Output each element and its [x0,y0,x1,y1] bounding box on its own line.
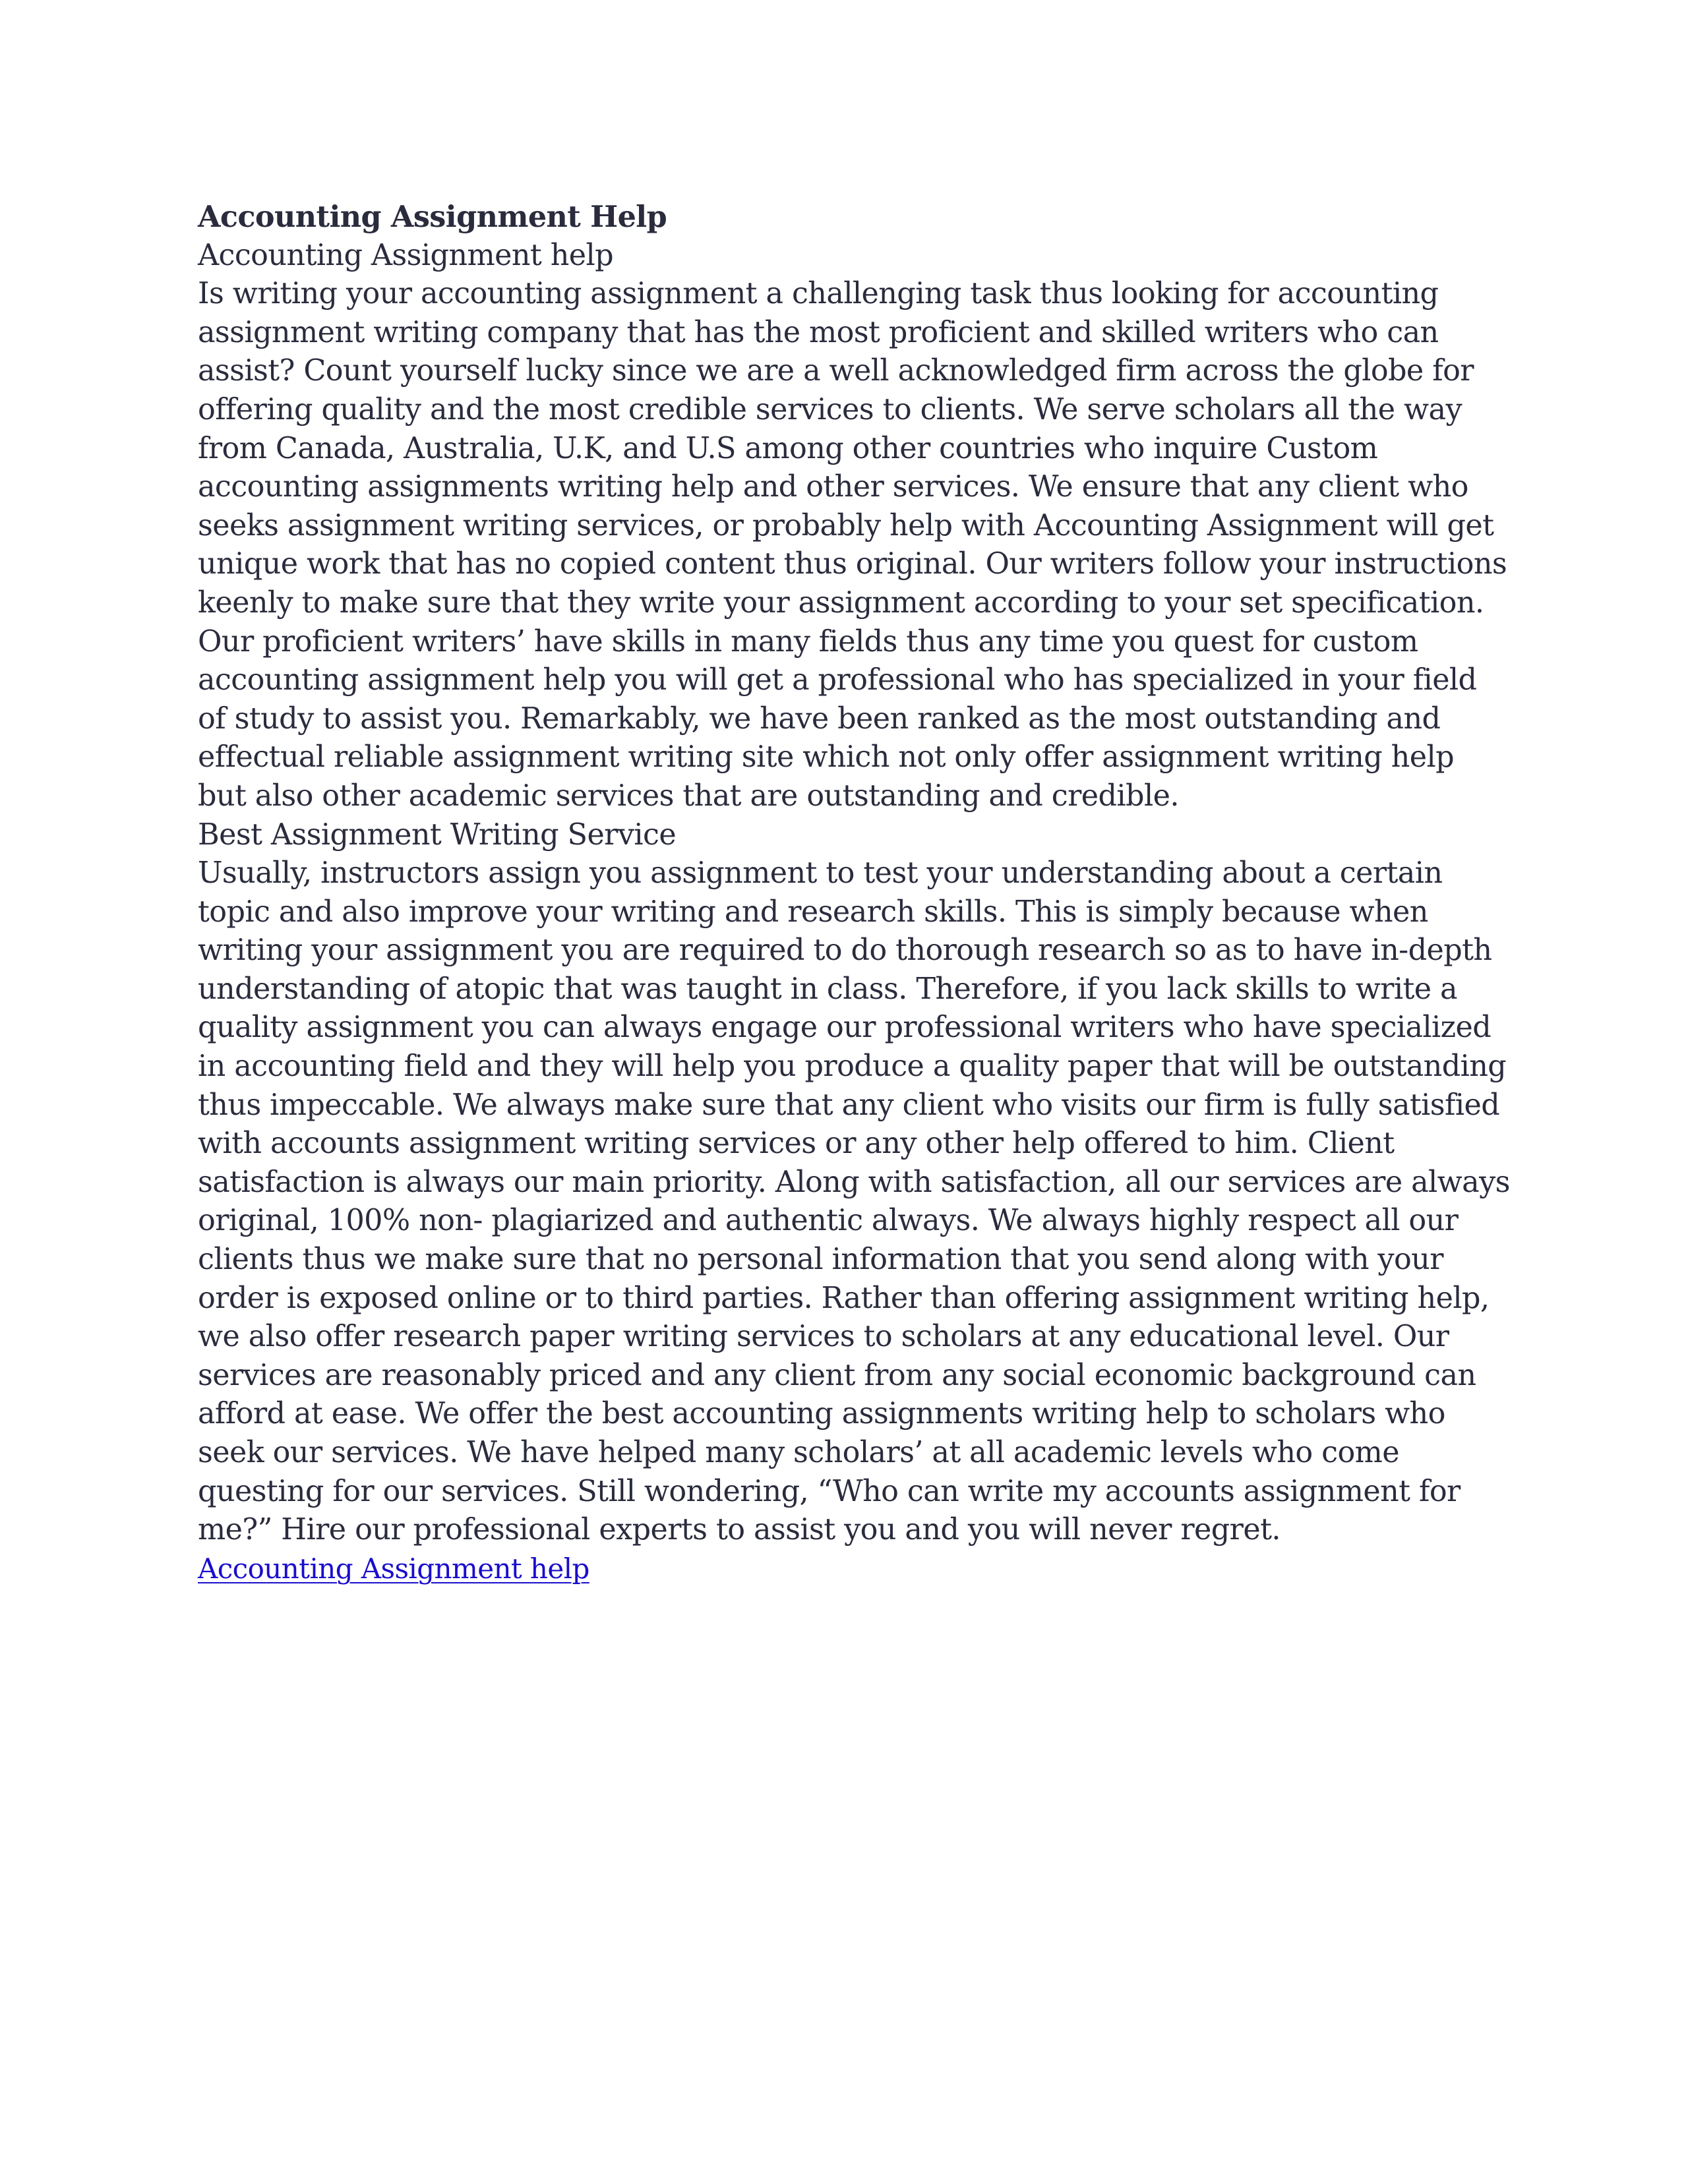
section-heading: Best Assignment Writing Service [198,817,677,852]
paragraph-intro: Is writing your accounting assignment a challenging task thus looking for accounting assignment writing company that has the most proficient and skilled writers who can assist? Count yourself lucky since we are a well acknowledged firm across the globe for offering quality and the most credible services to clients. We serve scholars all the way from Canada, Australia, U.K, and U.S among other countries who inquire Custom accounting assignments writing help and other services. We ensure that any client who seeks assignment writing services, or probably help with Accounting Assignment will get unique work that has no copied content thus original. Our writers follow your instructions keenly to make sure that they write your assignment according to your set specification. Our proficient writers’ have skills in many fields thus any time you quest for custom accounting assignment help you will get a professional who has specialized in your field of study to assist you. Remarkably, we have been ranked as the most outstanding and effectual reliable assignment writing site which not only offer assignment writing help but also other academic services that are outstanding and credible. [198,277,1507,813]
accounting-help-link[interactable]: Accounting Assignment help [198,1552,589,1585]
paragraph-service: Usually, instructors assign you assignment to test your understanding about a certain topic and also improve your writing and research skills. This is simply because when writing your assignment you are required to do thorough research so as to have in-depth understanding of atopic that was taught in class. Therefore, if you lack skills to write a quality assignment you can always engage our professional writers who have specialized in accounting field and they will help you produce a quality paper that will be outstanding thus impeccable. We always make sure that any client who visits our firm is fully satisfied with accounts assignment writing services or any other help offered to him. Client satisfaction is always our main priority. Along with satisfaction, all our services are always original, 100% non- plagiarized and authentic always. We always highly respect all our clients thus we make sure that no personal information that you send along with your order is exposed online or to third parties. Rather than offering assignment writing help, we also offer research paper writing services to scholars at any educational level. Our services are reasonably priced and any client from any social economic background can afford at ease. We offer the best accounting assignments writing help to scholars who seek our services. We have helped many scholars’ at all academic levels who come questing for our services. Still wondering, “Who can write my accounts assignment for me?” Hire our professional experts to assist you and you will never regret. [198,856,1510,1547]
document-body [198,198,1510,1588]
document-title: Accounting Assignment Help [198,200,667,234]
document-subtitle: Accounting Assignment help [198,238,614,272]
